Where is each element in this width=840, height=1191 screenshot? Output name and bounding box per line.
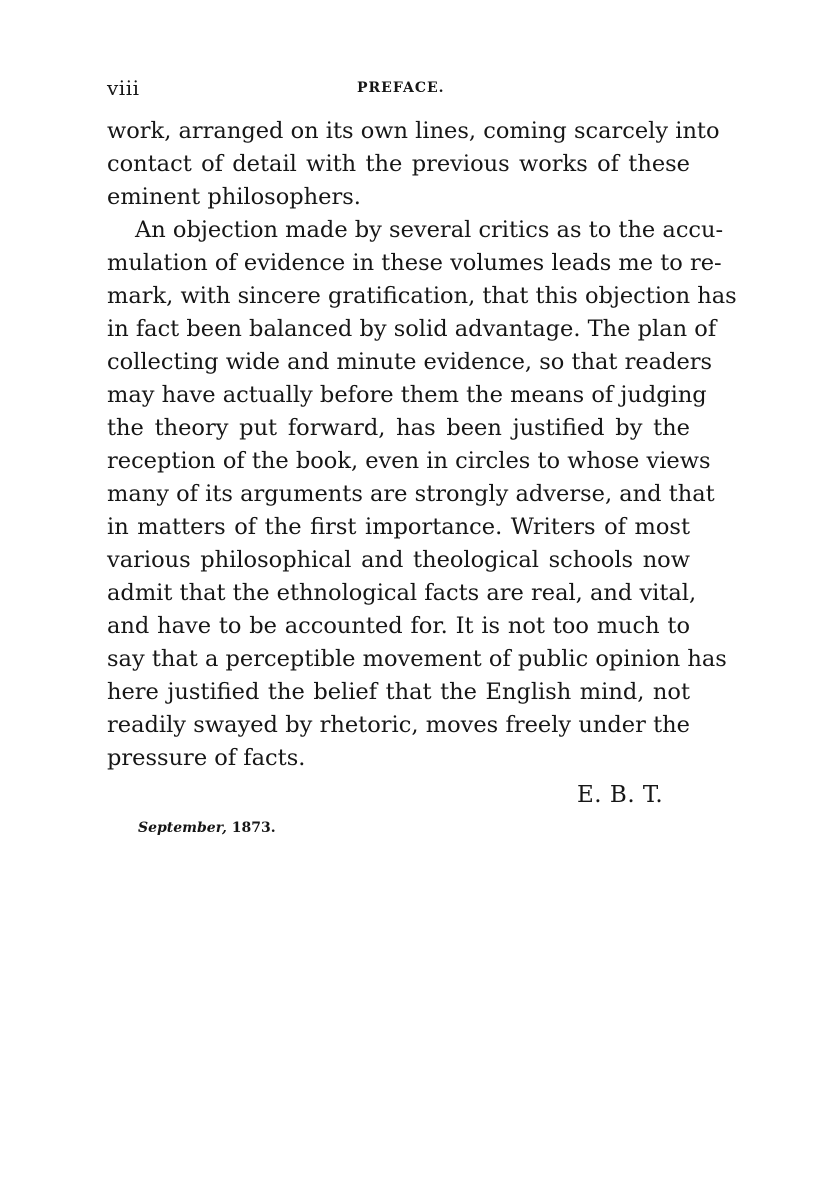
text-line: may have actually before them the means of judging [107,382,707,408]
date-month: September, [138,820,227,836]
paragraph-2 [107,214,737,775]
text-line: and have to be accounted for. It is not too much to [107,613,690,639]
page-number: viii [107,76,140,100]
preface-date [138,820,276,836]
text-line: say that a perceptible movement of public opinion has [107,646,727,672]
text-line: work, arranged on its own lines, coming scarcely into [107,118,720,144]
text-line: admit that the ethnological facts are real, and vital, [107,580,697,606]
author-initials: E. B. T. [577,782,664,808]
text-line: various philosophical and theological schools now [107,547,690,573]
paragraph-1 [107,115,720,214]
text-line: the theory put forward, has been justified by the [107,415,690,441]
text-line: collecting wide and minute evidence, so that readers [107,349,713,375]
text-line: mulation of evidence in these volumes leads me to re- [107,250,722,276]
running-head [107,76,690,102]
text-line: mark, with sincere gratification, that this objection has [107,283,737,309]
text-line: in fact been balanced by solid advantage. The plan of [107,316,717,342]
text-line: many of its arguments are strongly adverse, and that [107,481,715,507]
text-line: pressure of facts. [107,745,306,771]
text-line: reception of the book, even in circles to whose views [107,448,711,474]
text-line: here justified the belief that the English mind, not [107,679,690,705]
text-line: eminent philosophers. [107,184,361,210]
text-line: readily swayed by rhetoric, moves freely under the [107,712,690,738]
date-year: 1873. [231,820,276,836]
header-title: PREFACE. [357,80,445,96]
text-line: contact of detail with the previous works of these [107,151,690,177]
body-text [107,115,737,775]
text-line: An objection made by several critics as to the accu- [135,217,724,243]
text-line: in matters of the first importance. Writers of most [107,514,690,540]
